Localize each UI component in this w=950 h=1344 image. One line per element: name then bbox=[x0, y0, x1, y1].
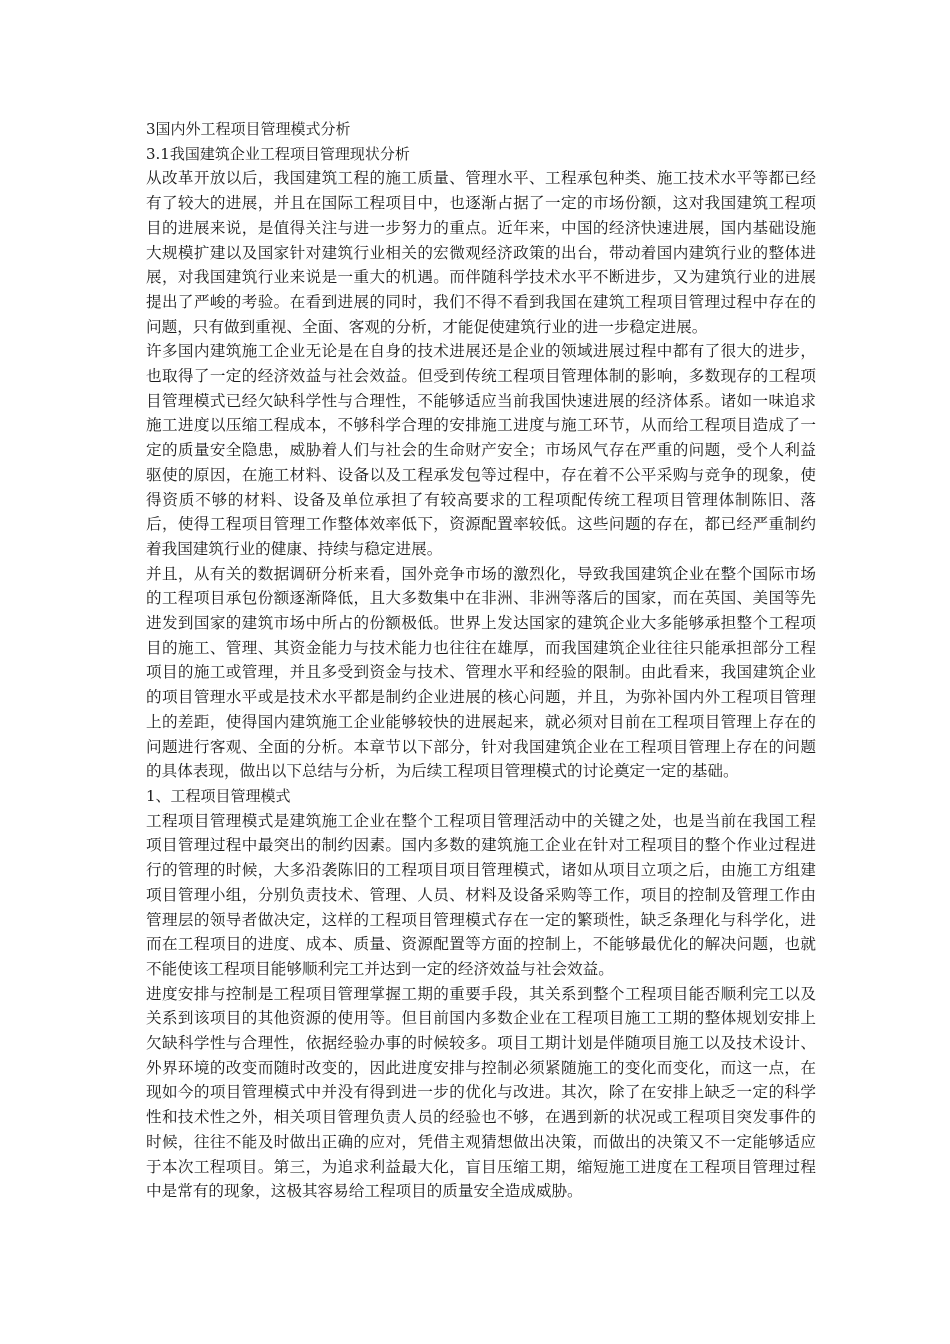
paragraph-1: 从改革开放以后，我国建筑工程的施工质量、管理水平、工程承包种类、施工技术水平等都已经有了较大的进展，并且在国际工程项目中，也逐渐占据了一定的市场份额，这对我国建筑工程项目的进展来说，是值得关注与进一步努力的重点。近年来，中国的经济快速进展，国内基础设施大规模扩建以及国家针对建筑行业相关的宏微观经济政策的出台，带动着国内建筑行业的整体进展，对我国建筑行业来说是一重大的机遇。而伴随科学技术水平不断进步，又为建筑行业的进展提出了严峻的考验。在看到进展的同时，我们不得不看到我国在建筑工程项目管理过程中存在的问题，只有做到重视、全面、客观的分析，才能促使建筑行业的进一步稳定进展。 bbox=[146, 169, 816, 336]
paragraph-3: 并且，从有关的数据调研分析来看，国外竞争市场的激烈化，导致我国建筑企业在整个国际市场的工程项目承包份额逐渐降低，且大多数集中在非洲、非洲等落后的国家，而在英国、美国等先进发到国家的建筑市场中所占的份额极低。世界上发达国家的建筑企业大多能够承担整个工程项目的施工、管理、其资金能力与技术能力也往往在雄厚，而我国建筑企业往往只能承担部分工程项目的施工或管理，并且多受到资金与技术、管理水平和经验的限制。由此看来，我国建筑企业的项目管理水平或是技术水平都是制约企业进展的核心问题，并且，为弥补国内外工程项目管理上的差距，使得国内建筑施工企业能够较快的进展起来，就必须对目前在工程项目管理上存在的问题进行客观、全面的分析。本章节以下部分，针对我国建筑企业在工程项目管理上存在的问题的具体表现，做出以下总结与分析，为后续工程项目管理模式的讨论奠定一定的基础。 bbox=[146, 564, 816, 781]
paragraph-4: 工程项目管理模式是建筑施工企业在整个工程项目管理活动中的关键之处，也是当前在我国工程项目管理过程中最突出的制约因素。国内多数的建筑施工企业在针对工程项目的整个作业过程进行的管理的时候，大多沿袭陈旧的工程项目项目管理模式，诸如从项目立项之后，由施工方组建项目管理小组，分别负责技术、管理、人员、材料及设备采购等工作，项目的控制及管理工作由管理层的领导者做决定，这样的工程项目管理模式存在一定的繁琐性，缺乏条理化与科学化，进而在工程项目的进度、成本、质量、资源配置等方面的控制上，不能够最优化的解决问题，也就不能使该工程项目能够顺利完工并达到一定的经济效益与社会效益。 bbox=[146, 811, 816, 978]
chapter-heading: 3国内外工程项目管理模式分析 bbox=[146, 120, 351, 138]
section-heading: 3.1我国建筑企业工程项目管理现状分析 bbox=[146, 144, 410, 163]
document-body bbox=[146, 117, 816, 1204]
paragraph-5: 进度安排与控制是工程项目管理掌握工期的重要手段，其关系到整个工程项目能否顺利完工以及关系到该项目的其他资源的使用等。但目前国内多数企业在工程项目施工工期的整体规划安排上欠缺科学性与合理性，依据经验办事的时候较多。项目工期计划是伴随项目施工以及技术设计、外界环境的改变而随时改变的，因此进度安排与控制必须紧随施工的变化而变化，而这一点，在现如今的项目管理模式中并没有得到进一步的优化与改进。其次，除了在安排上缺乏一定的科学性和技术性之外，相关项目管理负责人员的经验也不够，在遇到新的状况或工程项目突发事件的时候，往往不能及时做出正确的应对，凭借主观猜想做出决策，而做出的决策又不一定能够适应于本次工程项目。第三，为追求利益最大化，盲目压缩工期，缩短施工进度在工程项目管理过程中是常有的现象，这极其容易给工程项目的质量安全造成威胁。 bbox=[146, 984, 816, 1201]
paragraph-2: 许多国内建筑施工企业无论是在自身的技术进展还是企业的领域进展过程中都有了很大的进步，也取得了一定的经济效益与社会效益。但受到传统工程项目管理体制的影响，多数现存的工程项目管理模式已经欠缺科学性与合理性，不能够适应当前我国快速进展的经济体系。诸如一味追求施工进度以压缩工程成本，不够科学合理的安排施工进度与施工环节，从而给工程项目造成了一定的质量安全隐患，威胁着人们与社会的生命财产安全；市场风气存在严重的问题，受个人利益驱使的原因，在施工材料、设备以及工程承发包等过程中，存在着不公平采购与竞争的现象，使得资质不够的材料、设备及单位承担了有较高要求的工程项配传统工程项目管理体制陈旧、落后，使得工程项目管理工作整体效率低下，资源配置率较低。这些问题的存在，都已经严重制约着我国建筑行业的健康、持续与稳定进展。 bbox=[146, 342, 816, 558]
subsection-heading: 1、工程项目管理模式 bbox=[146, 786, 291, 805]
